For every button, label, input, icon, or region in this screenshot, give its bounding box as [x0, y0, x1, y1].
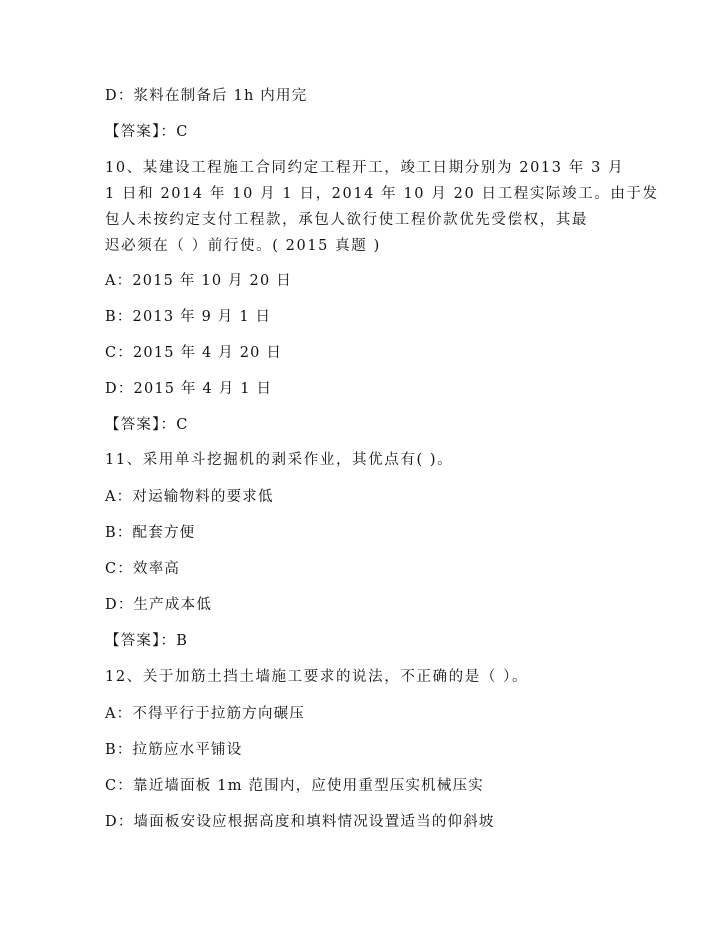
q12-option-a: A：不得平行于拉筋方向碾压	[105, 706, 306, 722]
q11-option-d: D：生产成本低	[105, 597, 213, 613]
q9-option-d: D：浆料在制备后 1h 内用完	[105, 88, 308, 104]
q12-stem: 12、关于加筋土挡土墙施工要求的说法，不正确的是（ ）。	[105, 669, 529, 685]
q10-answer: 【答案】：C	[105, 417, 189, 433]
q12-option-c: C：靠近墙面板 1m 范围内，应使用重型压实机械压实	[105, 778, 484, 794]
q10-option-d: D：2015 年 4 月 1 日	[105, 381, 273, 397]
q10-stem-line-1: 10、某建设工程施工合同约定工程开工，竣工日期分别为 2013 年 3 月	[105, 160, 625, 176]
q10-option-b: B：2013 年 9 月 1 日	[105, 309, 272, 325]
q10-stem-line-2: 1 日和 2014 年 10 月 1 日，2014 年 10 月 20 日工程实际竣工。由于发	[105, 186, 659, 202]
q11-option-b: B：配套方便	[105, 525, 196, 541]
q9-answer: 【答案】：C	[105, 124, 189, 140]
q11-option-c: C：效率高	[105, 561, 181, 577]
q11-stem: 11、采用单斗挖掘机的剥采作业，其优点有( )。	[105, 452, 454, 468]
q10-option-c: C：2015 年 4 月 20 日	[105, 345, 283, 361]
q10-stem-line-3: 包人未按约定支付工程款，承包人欲行使工程价款优先受偿权，其最	[105, 212, 588, 228]
q11-answer: 【答案】：B	[105, 633, 189, 649]
q10-option-a: A：2015 年 10 月 20 日	[105, 273, 292, 289]
q11-option-a: A：对运输物料的要求低	[105, 489, 274, 505]
q10-stem-line-4: 迟必须在（ ）前行使。( 2015 真题 )	[105, 238, 381, 254]
q12-option-b: B：拉筋应水平铺设	[105, 742, 243, 758]
q12-option-d: D：墙面板安设应根据高度和填料情况设置适当的仰斜坡	[105, 814, 495, 830]
